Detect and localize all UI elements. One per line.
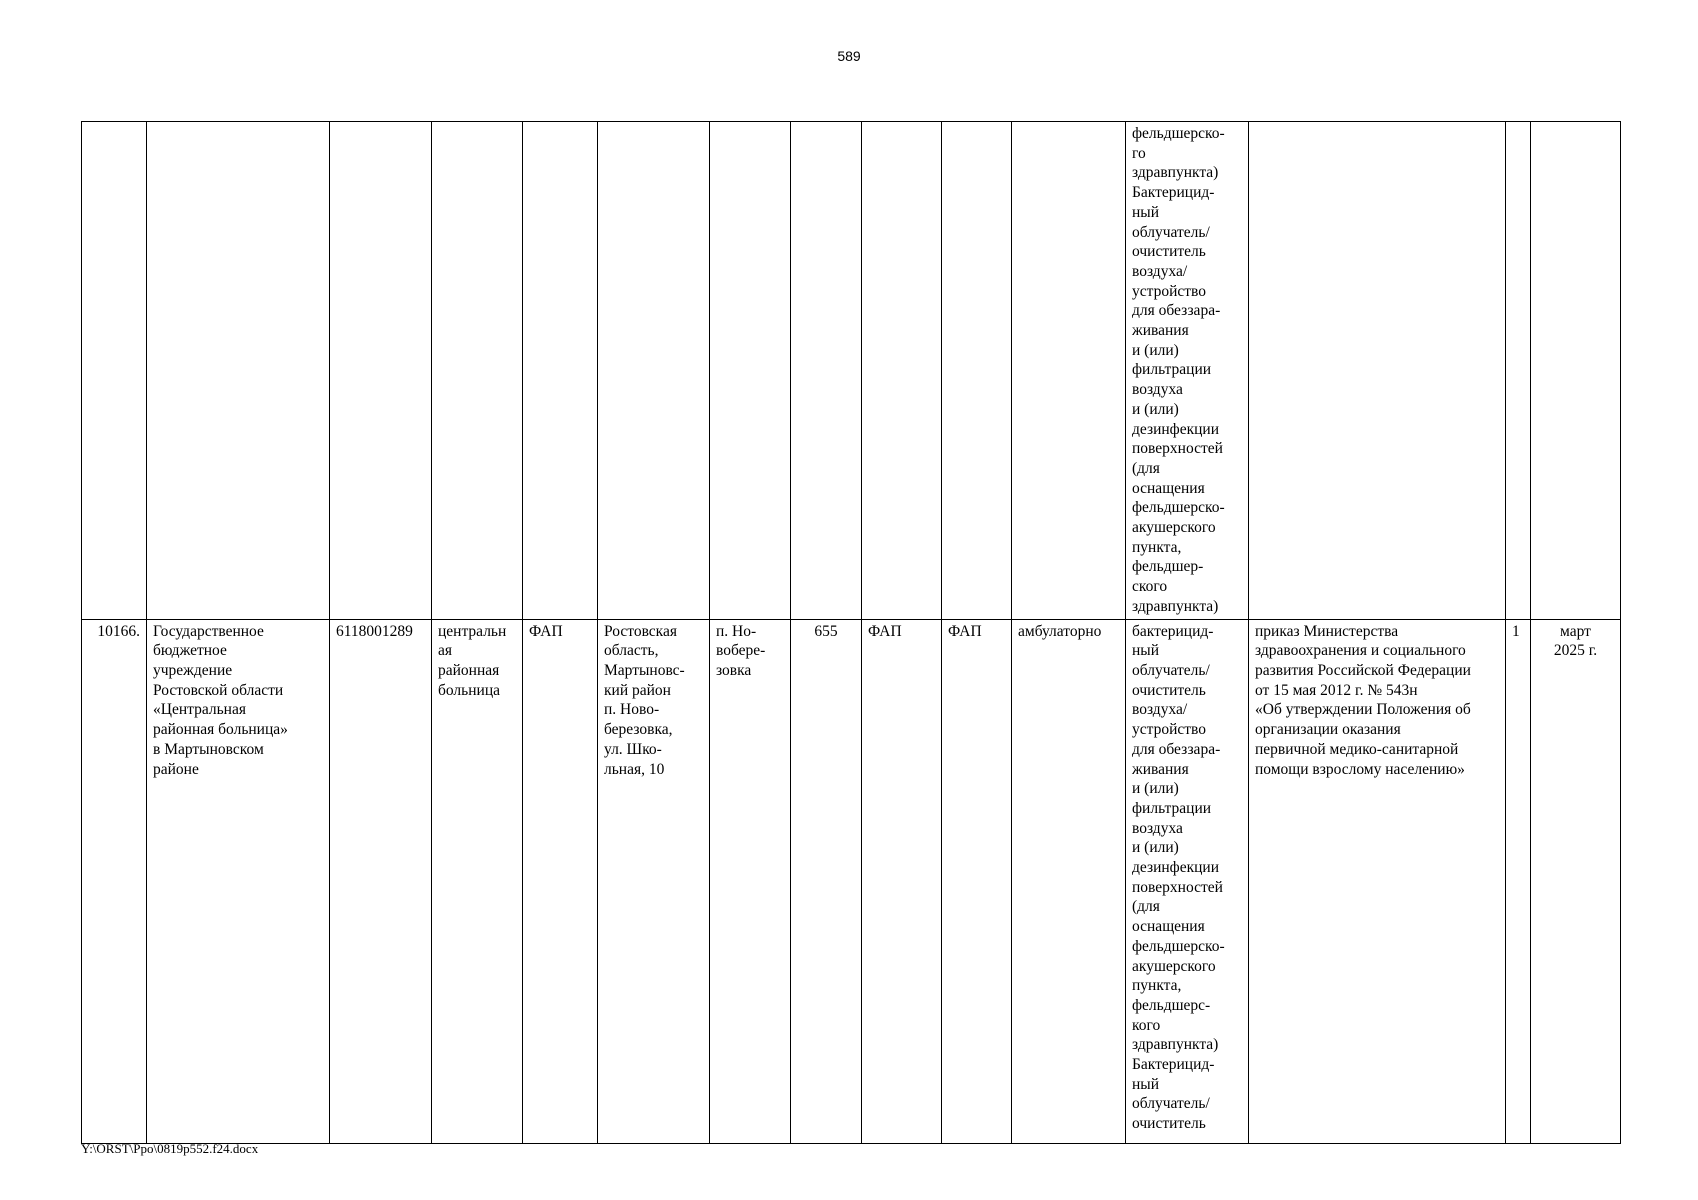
footer-file-path: Y:\ORST\Ppo\0819p552.f24.docx xyxy=(81,1141,259,1156)
cell-organization-type xyxy=(432,122,523,620)
cell-legal-basis xyxy=(1249,122,1506,620)
cell-deadline: март 2025 г. xyxy=(1531,619,1621,1143)
registry-table xyxy=(81,121,1621,1144)
cell-organization-type: центральн ая районная больница xyxy=(432,619,523,1143)
cell-organization-name xyxy=(147,122,330,620)
cell-unit: ФАП xyxy=(523,619,598,1143)
cell-unit xyxy=(523,122,598,620)
cell-legal-basis: приказ Министерства здравоохранения и социального развития Российской Федерации от 15 мая 2012 г. № 543н «Об утверждении Положения об организации оказания первичной медико-санитарной помощи взрослому населению» xyxy=(1249,619,1506,1143)
cell-address: Ростовская область, Мартыновс- кий район п. Ново- березовка, ул. Шко- льная, 10 xyxy=(598,619,710,1143)
cell-division-1: ФАП xyxy=(862,619,942,1143)
cell-settlement xyxy=(710,122,791,620)
cell-division-2: ФАП xyxy=(942,619,1012,1143)
cell-quantity: 1 xyxy=(1506,619,1531,1143)
cell-equipment: фельдшерско- го здравпункта) Бактерицид- ный облучатель/ очиститель воздуха/ устройство для обеззара- живания и (или) фильтрации воздуха и (или) дезинфекции поверхностей (для оснащения фельдшерско- акушерского пункта, фельдшер- ского здравпункта) xyxy=(1126,122,1249,620)
cell-settlement: п. Но- вобере- зовка xyxy=(710,619,791,1143)
page-number: 589 xyxy=(837,48,861,64)
cell-quantity xyxy=(1506,122,1531,620)
cell-population: 655 xyxy=(791,619,862,1143)
cell-division-1 xyxy=(862,122,942,620)
cell-number xyxy=(82,122,147,620)
cell-division-2 xyxy=(942,122,1012,620)
cell-deadline xyxy=(1531,122,1621,620)
cell-population xyxy=(791,122,862,620)
cell-address xyxy=(598,122,710,620)
cell-inn xyxy=(330,122,432,620)
cell-care-type: амбулаторно xyxy=(1012,619,1126,1143)
cell-inn: 6118001289 xyxy=(330,619,432,1143)
table-row xyxy=(82,619,1621,1143)
cell-equipment: бактерицид- ный облучатель/ очиститель воздуха/ устройство для обеззара- живания и (или) фильтрации воздуха и (или) дезинфекции поверхностей (для оснащения фельдшерско- акушерского пункта, фельдшерс- кого здравпункта) Бактерицид- ный облучатель/ очиститель xyxy=(1126,619,1249,1143)
cell-organization-name: Государственное бюджетное учреждение Ростовской области «Центральная районная больница» в Мартыновском районе xyxy=(147,619,330,1143)
cell-number: 10166. xyxy=(82,619,147,1143)
table-row xyxy=(82,122,1621,620)
cell-care-type xyxy=(1012,122,1126,620)
